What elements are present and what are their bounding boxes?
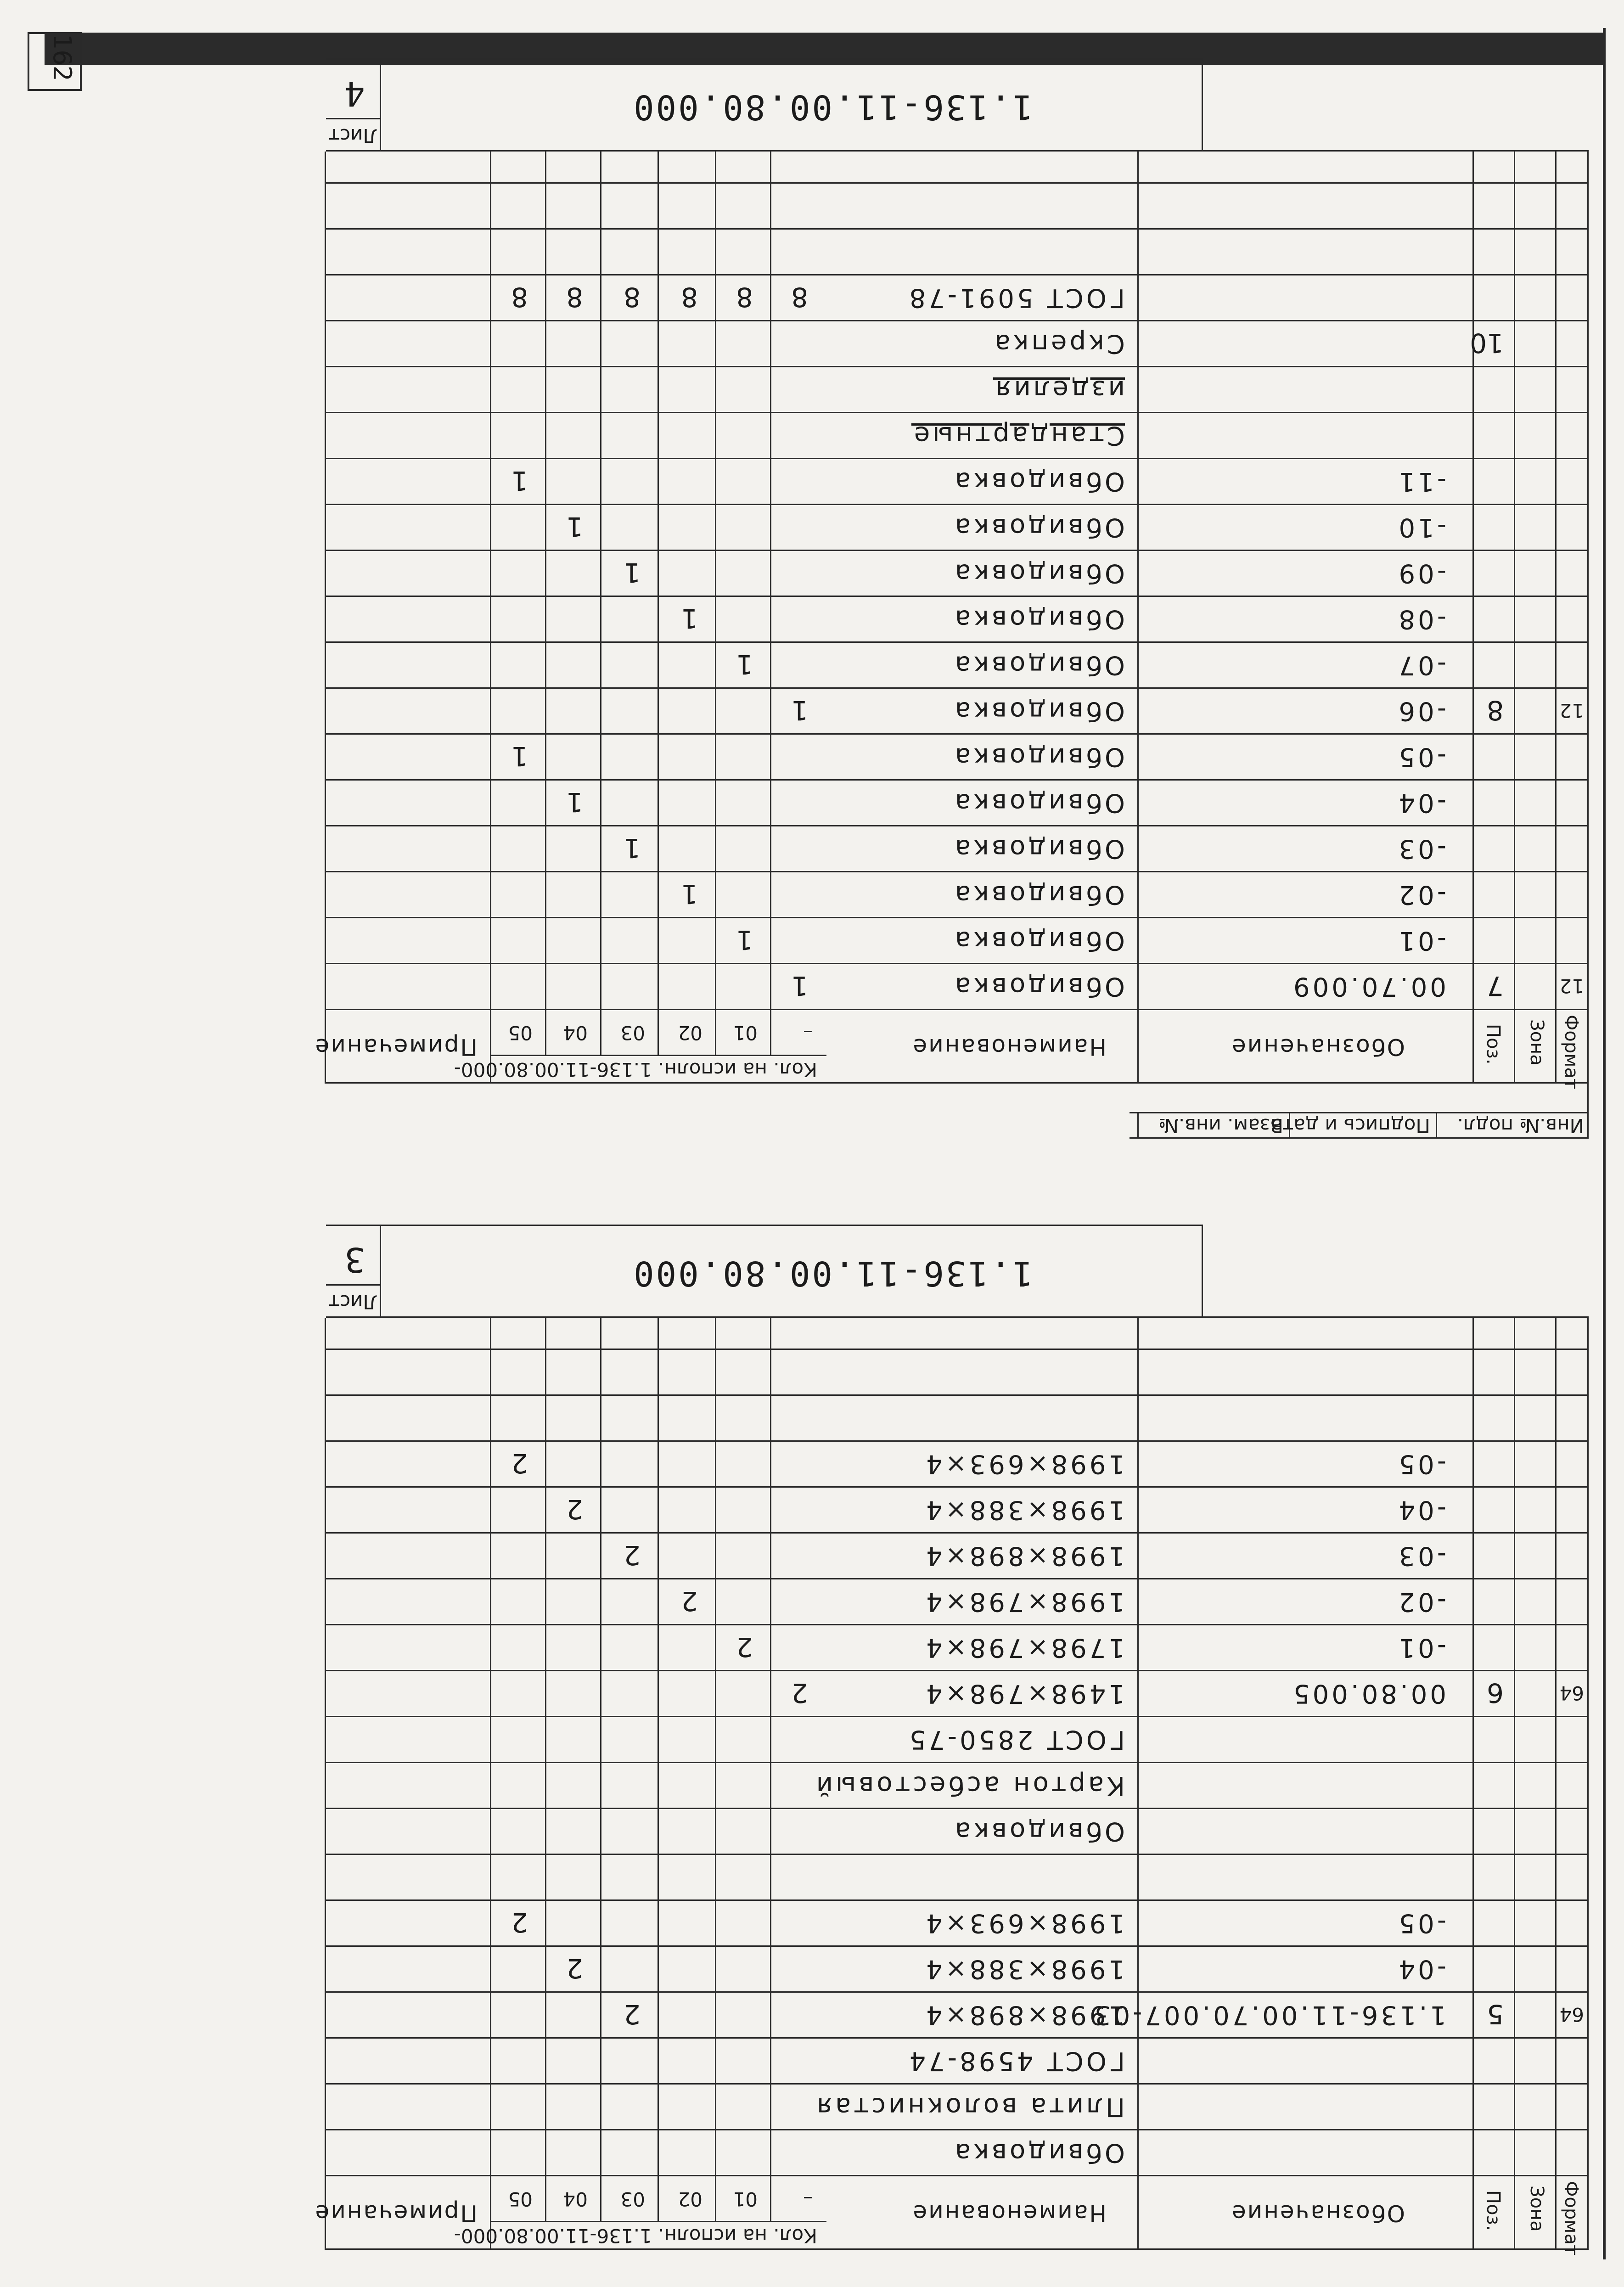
- row-line: [326, 641, 1589, 643]
- row-designation: -06: [1396, 696, 1446, 726]
- row-quantity: 1: [791, 695, 808, 726]
- row-name: Скрепка: [992, 329, 1125, 359]
- specification-sheet-4: [308, 51, 1589, 1139]
- row-name: Плита волокнистая: [814, 2092, 1125, 2122]
- column-line: [715, 152, 716, 1056]
- title-sheet-split: [326, 1284, 381, 1286]
- row-name: Обвидовка: [952, 558, 1125, 588]
- row-quantity: 8: [511, 281, 528, 313]
- header-pos: Поз.: [1483, 2190, 1504, 2231]
- row-quantity: 1: [791, 970, 808, 1001]
- header-note: Примечание: [314, 2200, 478, 2226]
- row-designation: 1.136-11.00.70.007-03: [1091, 2000, 1446, 2030]
- title-sheet-line: [380, 1226, 381, 1318]
- row-name: 1998×898×4: [923, 2000, 1125, 2030]
- row-designation: -05: [1396, 1908, 1446, 1938]
- page-number-box: [28, 32, 82, 91]
- header-format: Формат: [1561, 1015, 1582, 1090]
- header-variant: 01: [733, 2188, 758, 2210]
- row-line: [326, 458, 1589, 459]
- row-quantity: 2: [736, 1631, 753, 1663]
- sheet-number: 4: [343, 73, 365, 113]
- row-quantity: 1: [566, 787, 583, 818]
- column-line: [715, 1318, 716, 2222]
- row-quantity: 2: [681, 1585, 698, 1617]
- table-bottom-line: [326, 1316, 1589, 1318]
- column-line: [1137, 152, 1139, 1084]
- row-designation: -05: [1396, 742, 1446, 772]
- header-designation: Обозначение: [1231, 1034, 1405, 1060]
- header-variant: 02: [678, 1022, 702, 1044]
- column-line: [490, 1318, 491, 2250]
- row-line: [326, 1532, 1589, 1534]
- row-name: Обвидовка: [952, 696, 1125, 726]
- row-name: Обвидовка: [952, 2138, 1125, 2168]
- row-format: 12: [1559, 975, 1584, 997]
- column-line: [1587, 152, 1589, 1084]
- row-name: ГОСТ 2850-75: [906, 1725, 1125, 1754]
- row-line: [326, 320, 1589, 321]
- row-quantity: 8: [791, 281, 808, 313]
- row-designation: -10: [1396, 512, 1446, 542]
- row-quantity: 2: [511, 1907, 528, 1938]
- column-line: [600, 1318, 601, 2222]
- row-quantity: 1: [736, 924, 753, 955]
- row-format: 64: [1559, 1682, 1584, 1704]
- row-name: Обвидовка: [952, 512, 1125, 542]
- title-bottom-line: [326, 58, 1203, 60]
- row-designation: -08: [1396, 604, 1446, 634]
- table-top-line: [326, 1082, 1589, 1084]
- sheet-number: 3: [343, 1240, 365, 1279]
- stamp-divider: [1587, 1084, 1589, 1139]
- header-variant: 05: [508, 2188, 533, 2210]
- row-designation: -01: [1396, 1633, 1446, 1663]
- binding-line: [1603, 28, 1606, 2259]
- row-line: [326, 2129, 1589, 2130]
- row-line: [326, 1394, 1589, 1396]
- column-line: [1472, 152, 1474, 1084]
- title-sheet-line: [380, 60, 381, 152]
- title-bottom-line: [326, 1225, 1203, 1226]
- row-name: Обвидовка: [952, 880, 1125, 910]
- stamp-inv-podl: Инв.№ подл.: [1457, 1114, 1584, 1137]
- row-quantity: 2: [511, 1448, 528, 1479]
- row-name: Обвидовка: [952, 834, 1125, 864]
- header-format: Формат: [1561, 2181, 1582, 2256]
- row-line: [326, 1945, 1589, 1947]
- row-quantity: 8: [624, 281, 641, 313]
- row-line: [326, 1670, 1589, 1671]
- row-line: [326, 274, 1589, 275]
- row-line: [326, 504, 1589, 505]
- row-line: [326, 963, 1589, 964]
- stamp-divider: [1436, 1113, 1437, 1139]
- column-line: [600, 152, 601, 1056]
- row-designation: -02: [1396, 1587, 1446, 1617]
- sheet-label: Лист: [328, 124, 377, 147]
- row-designation: -09: [1396, 558, 1446, 588]
- row-name: Стандартные: [911, 421, 1125, 450]
- header-qty: Кол. на исполн. 1.136-11.00.80.000-: [454, 2225, 817, 2247]
- row-name: 1998×388×4: [923, 1495, 1125, 1525]
- column-line: [1514, 1318, 1515, 2250]
- row-quantity: 2: [566, 1953, 583, 1984]
- header-designation: Обозначение: [1231, 2200, 1405, 2226]
- header-variant: 02: [678, 2188, 702, 2210]
- sheet-designation: 1.136-11.00.80.000: [632, 87, 1033, 127]
- column-line: [1514, 152, 1515, 1084]
- header-variant: 05: [508, 1022, 533, 1044]
- row-line: [326, 1808, 1589, 1809]
- row-name: Картон асбестовый: [813, 1770, 1125, 1800]
- stamp-vzam-inv: Взам. инв.№: [1158, 1114, 1283, 1137]
- row-line: [326, 366, 1589, 367]
- header-zone: Зона: [1526, 2186, 1547, 2232]
- row-name: 1998×388×4: [923, 1954, 1125, 1984]
- row-name: Обвидовка: [952, 926, 1125, 955]
- sheet-designation: 1.136-11.00.80.000: [632, 1253, 1033, 1293]
- row-format: 12: [1559, 699, 1584, 722]
- row-name: 1498×798×4: [923, 1679, 1125, 1708]
- row-quantity: 1: [624, 832, 641, 864]
- row-position: 10: [1470, 327, 1504, 359]
- column-line: [770, 152, 771, 1056]
- row-position: 5: [1487, 1999, 1504, 2030]
- row-line: [326, 2083, 1589, 2085]
- row-line: [326, 2037, 1589, 2039]
- header-variant: 01: [733, 1022, 758, 1044]
- row-line: [326, 1624, 1589, 1625]
- row-quantity: 1: [566, 511, 583, 542]
- row-line: [326, 1578, 1589, 1579]
- header-bottom-line: [326, 1009, 1589, 1010]
- column-line: [1555, 1318, 1557, 2250]
- table-bottom-line: [326, 150, 1589, 152]
- row-line: [326, 1991, 1589, 1993]
- row-name: Обвидовка: [952, 788, 1125, 818]
- title-left-line: [1202, 60, 1203, 152]
- row-quantity: 8: [681, 281, 698, 313]
- header-variant: 04: [563, 1022, 588, 1044]
- row-designation: -02: [1396, 880, 1446, 910]
- column-line: [770, 1318, 771, 2222]
- specification-sheet-3: [308, 1217, 1589, 2256]
- row-line: [326, 1762, 1589, 1763]
- header-variant: 04: [563, 2188, 588, 2210]
- row-quantity: 8: [736, 281, 753, 313]
- row-designation: -11: [1396, 466, 1446, 496]
- column-line: [1587, 1318, 1589, 2250]
- row-designation: -01: [1396, 926, 1446, 955]
- row-name: Обвидовка: [952, 1816, 1125, 1846]
- row-line: [326, 1716, 1589, 1717]
- row-designation: -04: [1396, 788, 1446, 818]
- header-name: Наименование: [911, 1034, 1107, 1060]
- column-line: [657, 1318, 659, 2222]
- row-name: изделия: [993, 375, 1125, 405]
- column-line: [1137, 1318, 1139, 2250]
- row-quantity: 8: [566, 281, 583, 313]
- header-name: Наименование: [911, 2200, 1107, 2226]
- column-line: [490, 152, 491, 1084]
- row-name: Обвидовка: [952, 650, 1125, 680]
- column-line: [545, 1318, 546, 2222]
- row-designation: -03: [1396, 834, 1446, 864]
- row-line: [326, 1854, 1589, 1855]
- stamp-divider: [1137, 1113, 1139, 1139]
- header-zone: Зона: [1526, 1019, 1547, 1066]
- stamp-signature-date: Подпись и дата: [1270, 1114, 1430, 1137]
- row-name: 1998×898×4: [923, 1541, 1125, 1571]
- row-designation: -05: [1396, 1449, 1446, 1479]
- row-line: [326, 871, 1589, 872]
- qty-header-split: [491, 2221, 826, 2222]
- row-designation: -04: [1396, 1495, 1446, 1525]
- row-line: [326, 182, 1589, 184]
- row-quantity: 2: [624, 1540, 641, 1571]
- row-name: Обвидовка: [952, 742, 1125, 772]
- header-qty: Кол. на исполн. 1.136-11.00.80.000-: [454, 1058, 817, 1081]
- row-quantity: 1: [511, 741, 528, 772]
- row-name: ГОСТ 4598-74: [906, 2046, 1125, 2076]
- row-quantity: 2: [624, 1999, 641, 2030]
- column-line: [545, 152, 546, 1056]
- column-line: [657, 152, 659, 1056]
- row-quantity: 2: [791, 1677, 808, 1708]
- row-name: Обвидовка: [952, 466, 1125, 496]
- row-designation: -03: [1396, 1541, 1446, 1571]
- row-line: [326, 687, 1589, 689]
- row-line: [326, 917, 1589, 918]
- column-line: [325, 152, 326, 1084]
- row-line: [326, 1486, 1589, 1488]
- row-position: 6: [1487, 1677, 1504, 1708]
- row-name: ГОСТ 5091-78: [906, 283, 1125, 313]
- header-note: Примечание: [314, 1034, 478, 1060]
- row-line: [326, 779, 1589, 781]
- row-line: [326, 1349, 1589, 1350]
- row-quantity: 1: [624, 557, 641, 588]
- stamp-top-line: [1129, 1137, 1589, 1139]
- stamp-mid-line: [1129, 1112, 1589, 1113]
- header-variant: 03: [620, 1022, 645, 1044]
- row-name: Обвидовка: [952, 972, 1125, 1001]
- row-format: 64: [1559, 2003, 1584, 2026]
- row-designation: 00.80.005: [1290, 1679, 1446, 1708]
- row-line: [326, 596, 1589, 597]
- column-line: [1472, 1318, 1474, 2250]
- row-line: [326, 550, 1589, 551]
- row-name: Обвидовка: [952, 604, 1125, 634]
- row-name: 1998×693×4: [923, 1908, 1125, 1938]
- column-line: [1555, 152, 1557, 1084]
- table-top-line: [326, 2248, 1589, 2250]
- row-designation: 00.70.009: [1290, 972, 1446, 1001]
- header-variant: 03: [620, 2188, 645, 2210]
- page-number: 162: [48, 34, 77, 82]
- row-line: [326, 1899, 1589, 1901]
- title-left-line: [1202, 1226, 1203, 1318]
- row-name: 1998×693×4: [923, 1449, 1125, 1479]
- row-line: [326, 228, 1589, 230]
- row-quantity: 1: [681, 878, 698, 910]
- title-sheet-split: [326, 118, 381, 119]
- row-quantity: 2: [566, 1494, 583, 1525]
- row-quantity: 1: [511, 465, 528, 496]
- header-variant: –: [803, 1022, 813, 1044]
- row-line: [326, 1440, 1589, 1442]
- row-line: [326, 733, 1589, 735]
- row-designation: -07: [1396, 650, 1446, 680]
- row-name: 1998×798×4: [923, 1587, 1125, 1617]
- row-quantity: 1: [736, 649, 753, 680]
- row-designation: -04: [1396, 1954, 1446, 1984]
- header-pos: Поз.: [1483, 1024, 1504, 1065]
- qty-header-split: [491, 1055, 826, 1056]
- row-quantity: 1: [681, 603, 698, 634]
- row-position: 7: [1487, 970, 1504, 1001]
- row-line: [326, 412, 1589, 413]
- column-line: [325, 1318, 326, 2250]
- header-variant: –: [803, 2188, 813, 2210]
- row-line: [326, 825, 1589, 826]
- header-bottom-line: [326, 2175, 1589, 2176]
- row-name: 1798×798×4: [923, 1633, 1125, 1663]
- sheet-label: Лист: [328, 1291, 377, 1313]
- row-position: 8: [1487, 695, 1504, 726]
